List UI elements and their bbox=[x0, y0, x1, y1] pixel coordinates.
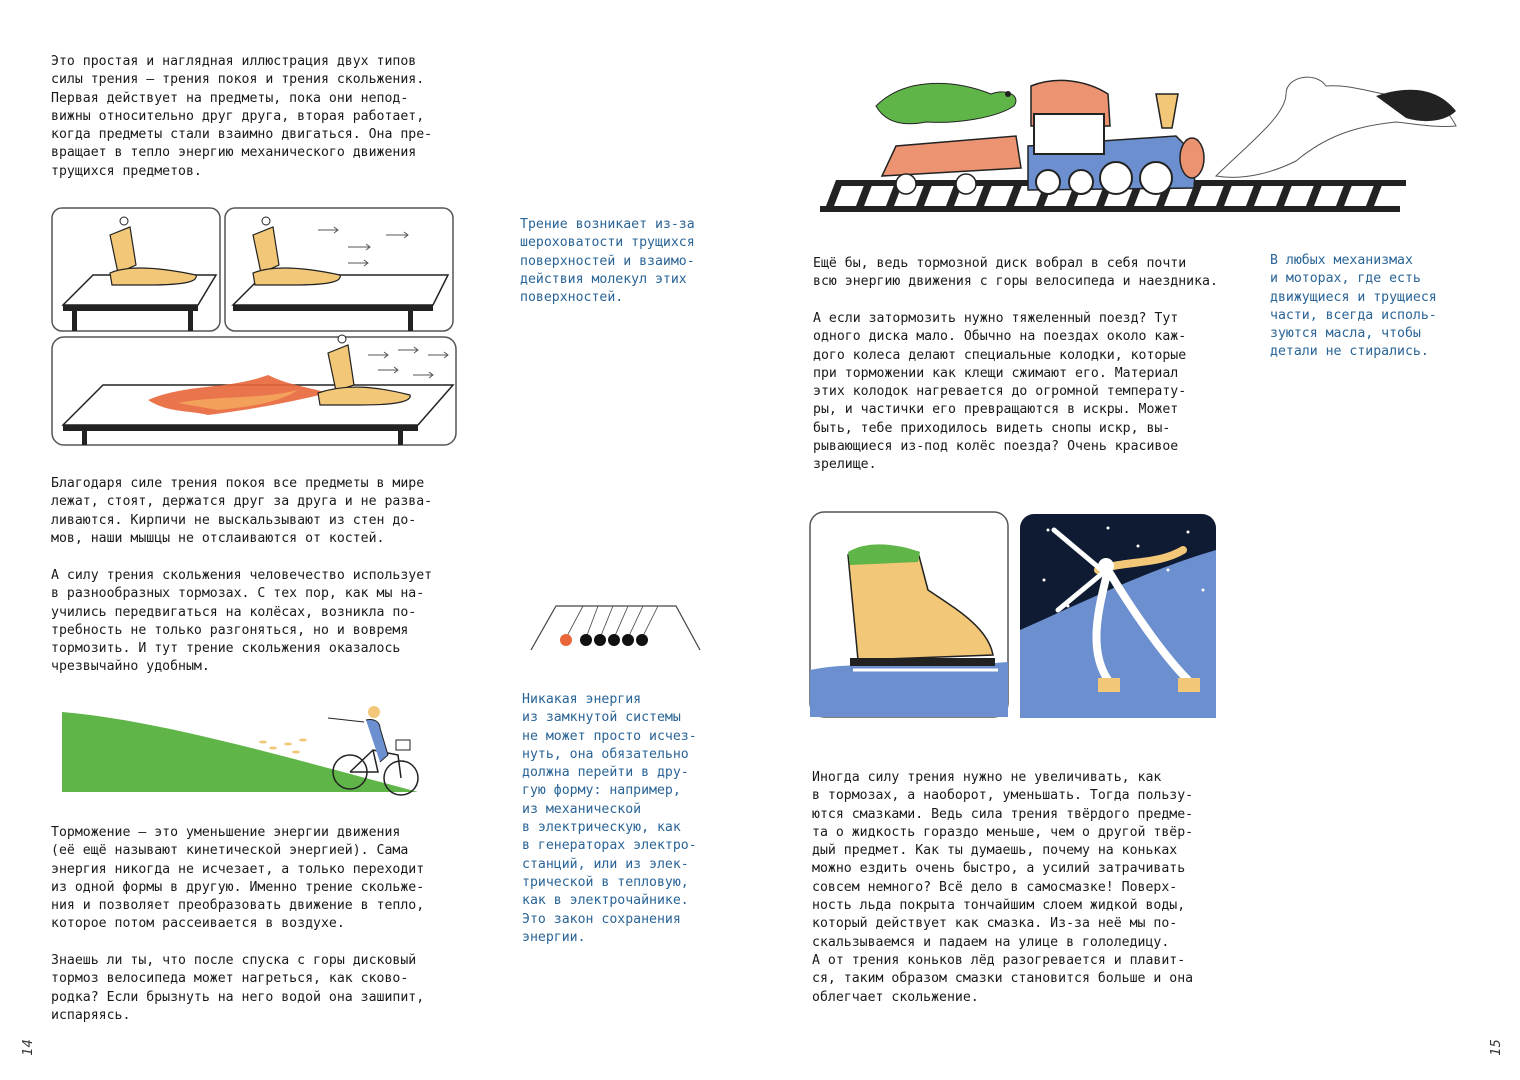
rest-friction-paragraph: Благодаря силе трения покоя все предметы в мире лежат, стоят, держатся друг за друга и не разва- ливаются. Кирпичи не выскальзывают из стен до- мов, наши мышцы не отслаиваются от костей. bbox=[51, 476, 433, 546]
skates-illustration bbox=[808, 510, 1220, 722]
note-energy-conservation: Никакая энергия из замкнутой системы не может просто исчез- нуть, она обязательно должна перейти в дру- гую форму: например, из механической в электрическую, как в генераторах электро- станций, или из элек- трической в тепловую, как в электрочайнике. Это закон сохранения энергии. bbox=[522, 692, 697, 945]
intro-paragraph: Это простая и наглядная иллюстрация двух типов силы трения — трения покоя и трения скольжения. Первая действует на предметы, пока они непод- вижны относительно друг друга, вторая работает, когда предметы стали взаимно двигаться. Она пре- вращает в тепло энергию механического движения трущихся предметов. bbox=[51, 54, 433, 179]
lubrication-paragraph: Иногда силу трения нужно не увеличивать, как в тормозах, а наоборот, уменьшать. Тогда пользу- ются смазками. Ведь сила трения твёрдого предме- та о жидкость гораздо меньше, чем о другой твёр- дый предмет. Как ты думаешь, почему на коньках можно ездить очень быстро, а усилий затрачивать совсем немного? Всё дело в самосмазке! Поверх- ность льда покрыта тончайшим слоем жидкой воды, который действует как смазка. Из-за неё мы по- скальзываемся и падаем на улице в гололедицу. А от трения коньков лёд разогревается и плавит- ся, таким образом смазки становится больше и она облегчает скольжение. bbox=[812, 770, 1194, 1005]
bike-brake-paragraph: Знаешь ли ты, что после спуска с горы дисковый тормоз велосипеда может нагреться, как сково- родка? Если брызнуть на него водой она зашипит, испаряясь. bbox=[51, 953, 425, 1023]
disc-paragraph: Ещё бы, ведь тормозной диск вобрал в себя почти всю энергию движения с горы велосипеда и наездника. bbox=[813, 256, 1218, 290]
friction-hands-illustration bbox=[48, 205, 460, 450]
page-number-right: 15 bbox=[1488, 1039, 1504, 1056]
bicycle-hill-illustration bbox=[58, 700, 428, 800]
sliding-friction-paragraph: А силу трения скольжения человечество использует в разнообразных тормозах. С тех пор, как мы на- учились передвигаться на колёсах, возникла по- требность не только разгоняться, но и вовремя тормозить. И тут трение скольжения оказалось чрезвычайно удобным. bbox=[51, 568, 433, 675]
note-roughness: Трение возникает из-за шероховатости трущихся поверхностей и взаимо- действия молекул этих поверхностей. bbox=[520, 217, 695, 306]
newtons-cradle-illustration bbox=[528, 600, 703, 655]
braking-paragraph: Торможение — это уменьшение энергии движения (её ещё называют кинетической энергией). Сама энергия никогда не исчезает, а только переходит из одной формы в другую. Именно трение скольже- ния и позволяет преобразовать движение в тепло, которое потом рассеивается в воздухе. bbox=[51, 825, 425, 932]
note-oils: В любых механизмах и моторах, где есть движущиеся и трущиеся части, всегда исполь- зуются масла, чтобы детали не стирались. bbox=[1270, 253, 1437, 360]
train-paragraph: А если затормозить нужно тяжеленный поезд? Тут одного диска мало. Обычно на поездах около каж- дого колеса делают специальные колодки, которые при торможении как клещи сжимают его. Материал этих колодок нагревается до огромной температу- ры, и частички его превращаются в искры. Может быть, тебе приходилось видеть снопы искр, вы- рывающиеся из-под колёс поезда? Очень красивое зрелище. bbox=[813, 311, 1187, 473]
train-illustration bbox=[816, 66, 1460, 232]
page-number-left: 14 bbox=[20, 1039, 36, 1056]
